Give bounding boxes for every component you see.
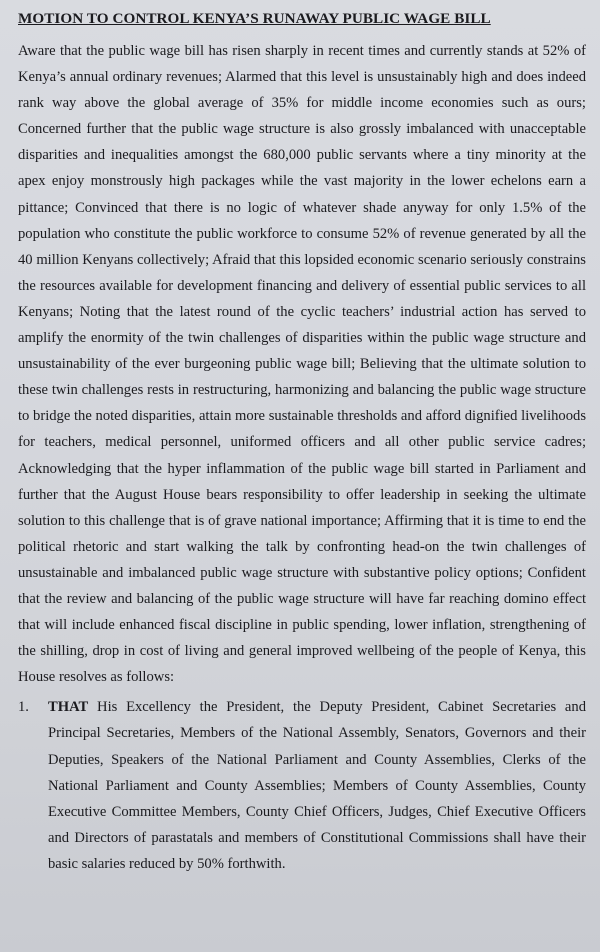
resolution-number: 1. [18,699,29,716]
motion-preamble: Aware that the public wage bill has risen sharply in recent times and currently stands at 52% of Kenya’s annual ordinary revenues; Alarmed that this level is unsustainably high and does indeed rank way above the global average of 35% for middle income economies such as ours; Concerned further that the public wage structure is also grossly imbalanced with unacceptable disparities and inequalities amongst the 680,000 public servants where a tiny minority at the apex enjoy monstrously high packages while the vast majority in the lower echelons earn a pittance; Convinced that there is no logic of whatever shade anyway for only 1.5% of the population who constitute the public workforce to consume 52% of revenue generated by all the 40 million Kenyans collectively; Afraid that this lopsided economic scenario seriously constrains the resources available for development financing and delivery of essential public services to all Kenyans; Noting that the latest round of the cyclic teachers’ industrial action has served to amplify the enormity of the twin challenges of disparities within the public wage structure and unsustainability of the ever burgeoning public wage bill; Believing that the ultimate solution to these twin challenges rests in restructuring, harmonizing and balancing the public wage structure to bridge the noted disparities, attain more sustainable thresholds and afford dignified livelihoods for teachers, medical personnel, uniformed officers and all other public service cadres; Acknowledging that the hyper inflammation of the public wage bill started in Parliament and further that the August House bears responsibility to offer leadership in seeking the ultimate solution to this challenge that is of grave national importance; Affirming that it is time to end the political rhetoric and start walking the talk by confronting head-on the twin challenges of unsustainable and imbalanced public wage structure with substantive policy options; Confident that the review and balancing of the public wage structure will have far reaching domino effect that will include enhanced fiscal discipline in public spending, lower inflation, strengthening of the shilling, drop in cost of living and general improved wellbeing of the people of Kenya, this House resolves as follows: [18,43,586,686]
resolution-lead: THAT [48,699,89,716]
resolutions-list [18,694,586,877]
resolution-text: His Excellency the President, the Deputy President, Cabinet Secretaries and Principal Secretaries, Members of the National Assembly, Senators, Governors and their Deputies, Speakers of the National Parliament and County Assemblies, Clerks of the National Parliament and County Assemblies; Members of County Assemblies, County Executive Committee Members, County Chief Officers, Judges, Chief Executive Officers and Directors of parastatals and members of Constitutional Commissions shall have their basic salaries reduced by 50% forthwith. [48,699,586,872]
document-title: MOTION TO CONTROL KENYA’S RUNAWAY PUBLIC WAGE BILL [18,10,491,27]
resolution-text-block [48,694,586,877]
resolution-item [18,694,586,877]
